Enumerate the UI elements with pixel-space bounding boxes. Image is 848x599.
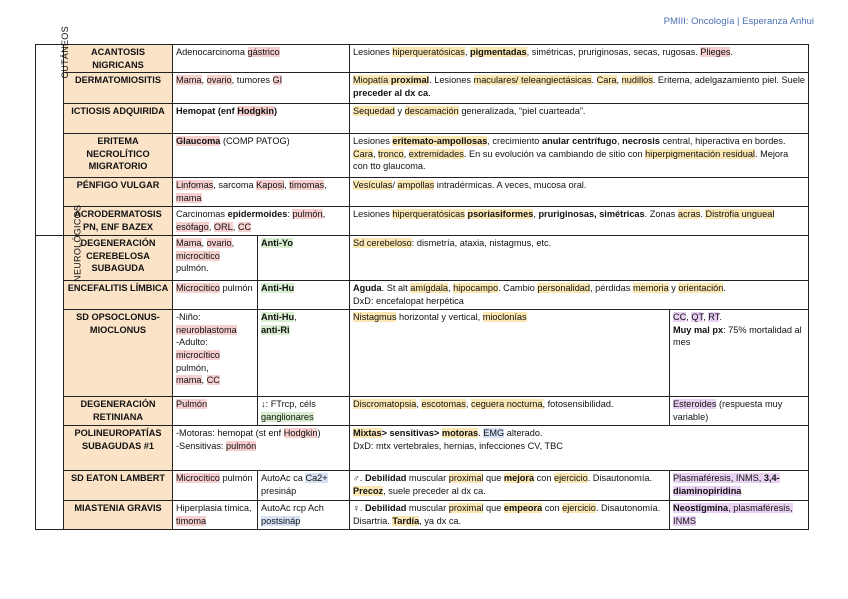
table-row	[36, 501, 809, 530]
antibody-cell: Anti-Yo	[258, 236, 350, 281]
group-neurological	[36, 204, 83, 530]
antibody-cell: Anti-Hu	[258, 281, 350, 310]
male-symbol: ♂	[353, 473, 360, 484]
description-cell: Miopatía proximal. Lesiones maculares/ teleangiectásicas. Cara, nudillos. Eritema, adelgazamiento piel. Suele preceder al dx ca.	[350, 73, 809, 104]
description-cell: Discromatopsia, escotomas, ceguera nocturna, fotosensibilidad.	[350, 397, 670, 426]
description-cell: Nistagmus horizontal y vertical, mioclonías	[350, 310, 670, 397]
cause-cell: Microcítico pulmón	[173, 471, 258, 501]
table-row	[36, 178, 809, 207]
description-cell: ♀. Debilidad muscular proximal que empeora con ejercicio. Disautonomía. Disartria. Tardía, ya dx ca.	[350, 501, 670, 530]
table-row	[36, 236, 809, 281]
description-cell: ♂. Debilidad muscular proximal que mejora con ejercicio. Disautonomía. Precoz, suele preceder al dx ca.	[350, 471, 670, 501]
row-name: PÉNFIGO VULGAR	[64, 178, 173, 207]
row-name: DERMATOMIOSITIS	[64, 73, 173, 104]
cause-cell: Glaucoma (COMP PATOG)	[173, 134, 350, 178]
row-name: ACRODERMATOSIS PN, ENF BAZEX	[64, 207, 173, 236]
row-name: ENCEFALITIS LÍMBICA	[64, 281, 173, 310]
table-row	[36, 45, 809, 73]
group-label: NEUROLÓGICOS	[72, 204, 83, 283]
paraneoplastic-table	[35, 26, 809, 530]
cause-cell: Mama, ovario, tumores GI	[173, 73, 350, 104]
cause-cell: Hemopat (enf Hodgkin)	[173, 104, 350, 134]
table-row	[36, 426, 809, 471]
row-name: SD EATON LAMBERT	[64, 471, 173, 501]
treatment-cell: Esteroides (respuesta muy variable)	[670, 397, 809, 426]
antibody-cell: AutoAc ca Ca2+ presináp	[258, 471, 350, 501]
description-cell: Lesiones hiperqueratósicas, pigmentadas, simétricas, pruriginosas, secas, rugosas. Plieges.	[350, 45, 809, 73]
group-cutaneous	[36, 26, 70, 236]
treatment-cell: Plasmaféresis, INMS, 3,4-diaminopiridina	[670, 471, 809, 501]
female-symbol: ♀	[353, 503, 360, 514]
cause-cell: Linfomas, sarcoma Kaposi, timomas, mama	[173, 178, 350, 207]
table-row	[36, 397, 809, 426]
cause-cell: Microcítico pulmón	[173, 281, 258, 310]
description-cell: Sd cerebeloso: dismetría, ataxia, nistagmus, etc.	[350, 236, 809, 281]
table-row	[36, 310, 809, 397]
table-row	[36, 134, 809, 178]
treatment-cell: Neostigmina, plasmaféresis, INMS	[670, 501, 809, 530]
table-row	[36, 104, 809, 134]
description-cell: Aguda. St alt amígdala, hipocampo. Cambio personalidad, pérdidas memoria y orientación. DxD: encefalopat herpética	[350, 281, 809, 310]
antibody-cell: AutoAc rcp Ach postsináp	[258, 501, 350, 530]
cause-cell: -Niño: neuroblastoma -Adulto: microcítico pulmón, mama, CC	[173, 310, 258, 397]
description-cell: Vesículas/ ampollas intradérmicas. A veces, mucosa oral.	[350, 178, 809, 207]
row-name: POLINEUROPATÍAS SUBAGUDAS #1	[64, 426, 173, 471]
description-cell: Lesiones hiperqueratósicas psoriasiformes, pruriginosas, simétricas. Zonas acras. Distrofia ungueal	[350, 207, 809, 236]
cause-cell: Adenocarcinoma gástrico	[173, 45, 350, 73]
row-name: DEGENERACIÓN CEREBELOSA SUBAGUDA	[64, 236, 173, 281]
table-row	[36, 281, 809, 310]
group-label: CUTÁNEOS	[59, 26, 70, 79]
antibody-cell: Anti-Hu, anti-Ri	[258, 310, 350, 397]
page-header: PMIII: Oncología | Esperanza Anhui	[663, 16, 814, 27]
cause-cell: Pulmón	[173, 397, 258, 426]
cause-cell: -Motoras: hemopat (st enf Hodgkin) -Sensitivas: pulmón	[173, 426, 350, 471]
cause-cell: Mama, ovario, microcítico pulmón.	[173, 236, 258, 281]
row-name: SD OPSOCLONUS-MIOCLONUS	[64, 310, 173, 397]
description-cell: Sequedad y descamación generalizada, “piel cuarteada”.	[350, 104, 809, 134]
row-name: ERITEMA NECROLÍTICO MIGRATORIO	[64, 134, 173, 178]
description-cell: Mixtas> sensitivas> motoras. EMG alterado. DxD: mtx vertebrales, hernias, infecciones CV, TBC	[350, 426, 809, 471]
description-cell: Lesiones eritemato-ampollosas, crecimiento anular centrífugo, necrosis central, hiperactiva en bordes. Cara, tronco, extremidades. En su evolución va cambiando de sitio con hiperpigmentación residual. Mejora con tto glaucoma.	[350, 134, 809, 178]
row-name: MIASTENIA GRAVIS	[64, 501, 173, 530]
table-row	[36, 471, 809, 501]
row-name: ACANTOSIS NIGRICANS	[64, 45, 173, 73]
table-row	[36, 73, 809, 104]
row-name: ICTIOSIS ADQUIRIDA	[64, 104, 173, 134]
treatment-cell: CC, QT, RT. Muy mal px: 75% mortalidad al mes	[670, 310, 809, 397]
cause-cell: Hiperplasia tímica, timoma	[173, 501, 258, 530]
cause-cell: Carcinomas epidermoides: pulmón, esófago, ORL, CC	[173, 207, 350, 236]
table-row	[36, 207, 809, 236]
row-name: DEGENERACIÓN RETINIANA	[64, 397, 173, 426]
antibody-cell: ↓: FTrcp, céls ganglionares	[258, 397, 350, 426]
